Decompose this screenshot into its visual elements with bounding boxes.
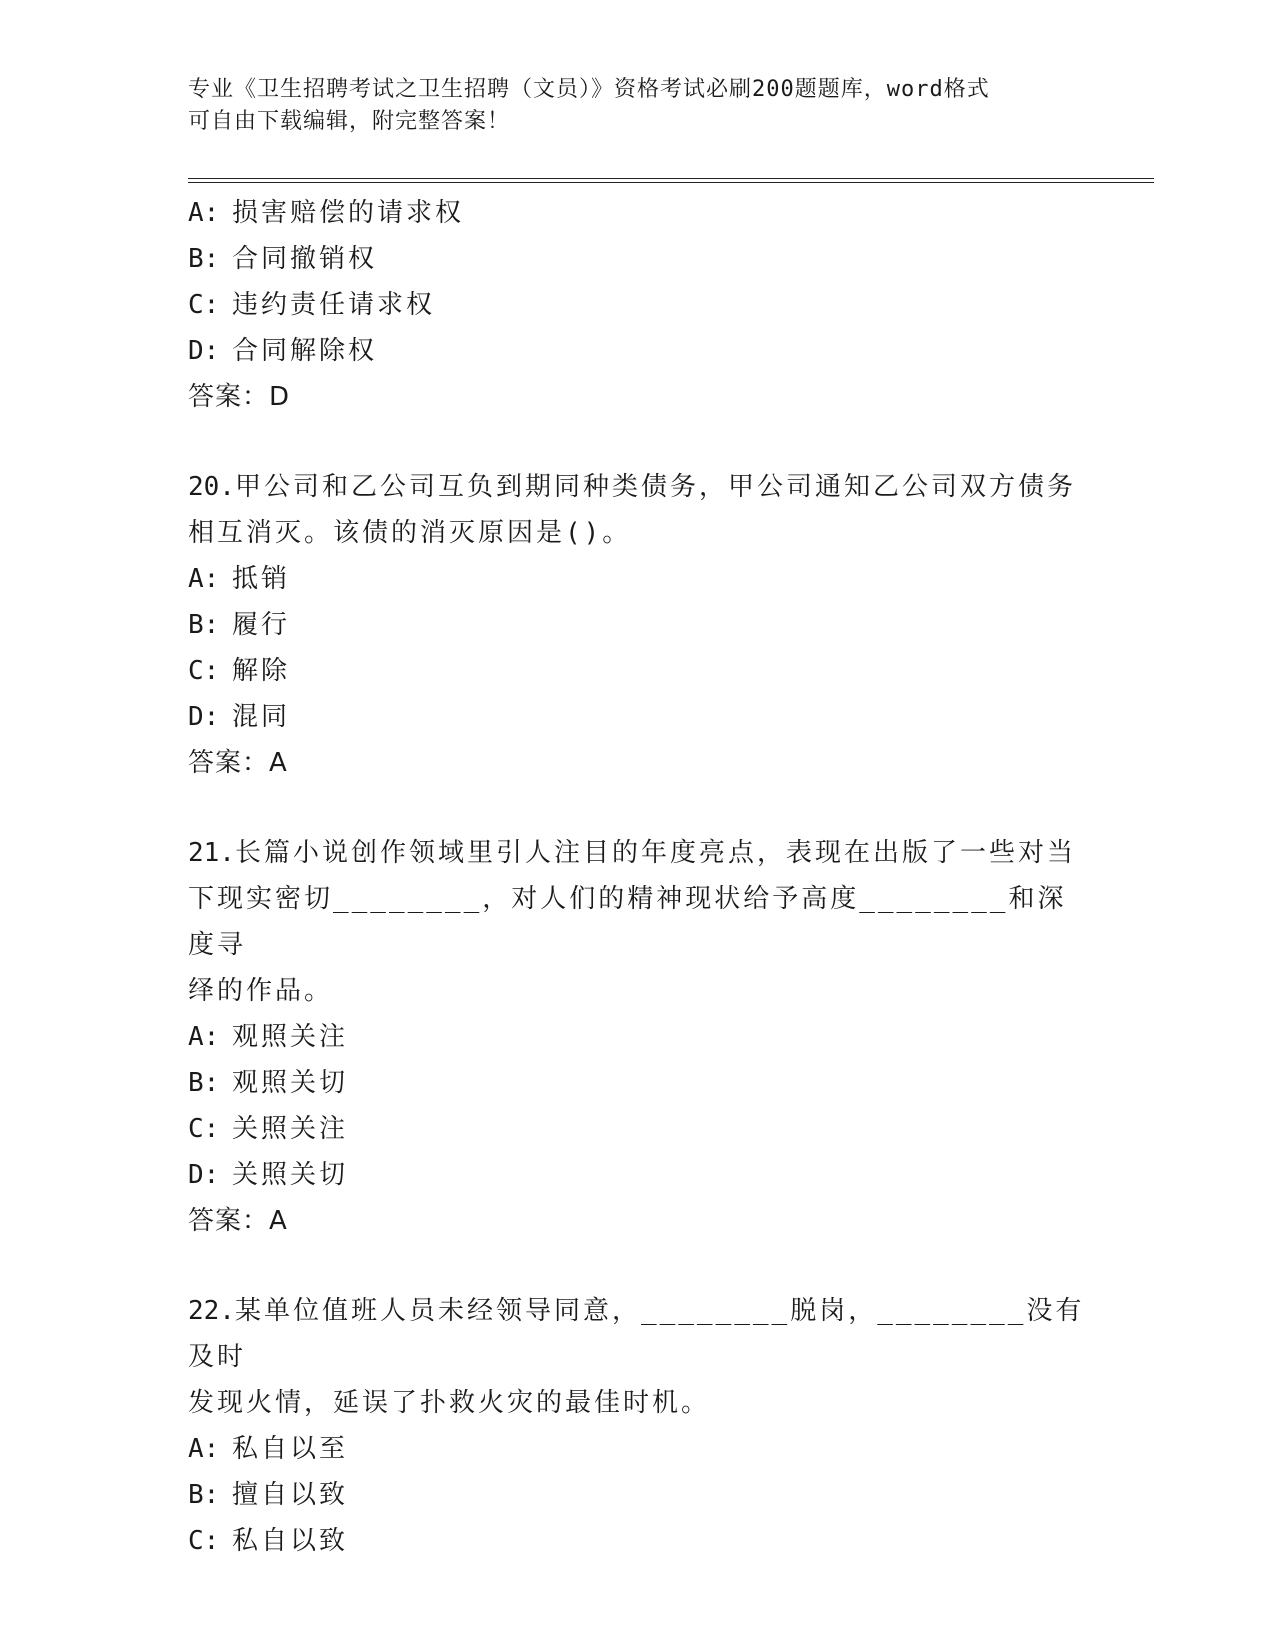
- option-letter: B:: [188, 610, 220, 640]
- question-stem-line: 发现火情，延误了扑救火灾的最佳时机。: [188, 1388, 711, 1418]
- option-letter: A:: [188, 198, 220, 228]
- option-text: 履行: [232, 610, 291, 640]
- question-stem-line: 21.长篇小说创作领域里引人注目的年度亮点，表现在出版了一些对当: [188, 838, 1076, 868]
- page-header: [188, 74, 1088, 138]
- option-d: [188, 694, 1088, 740]
- option-a: [188, 1426, 1088, 1472]
- option-text: 违约责任请求权: [232, 290, 436, 320]
- option-text: 私自以致: [232, 1526, 349, 1556]
- option-letter: A:: [188, 564, 220, 594]
- option-letter: C:: [188, 1114, 220, 1144]
- spacer: [188, 1244, 1088, 1288]
- option-text: 损害赔偿的请求权: [232, 198, 465, 228]
- option-letter: D:: [188, 1160, 220, 1190]
- option-c: [188, 282, 1088, 328]
- header-divider: [188, 178, 1154, 183]
- question-number: 21.: [188, 838, 235, 868]
- option-text: 合同解除权: [232, 336, 378, 366]
- option-text: 观照关注: [232, 1022, 349, 1052]
- option-letter: B:: [188, 1068, 220, 1098]
- answer-line: 答案：A: [188, 1206, 288, 1236]
- document-content: [188, 190, 1088, 1564]
- option-text: 擅自以致: [232, 1480, 349, 1510]
- question-stem-line: 绎的作品。: [188, 976, 334, 1006]
- option-d: [188, 328, 1088, 374]
- option-letter: B:: [188, 244, 220, 274]
- question-number: 20.: [188, 472, 235, 502]
- option-d: [188, 1152, 1088, 1198]
- question-stem-line: 下现实密切________，对人们的精神现状给予高度________和深度寻: [188, 884, 1067, 960]
- spacer: [188, 786, 1088, 830]
- option-text: 抵销: [232, 564, 291, 594]
- option-b: [188, 602, 1088, 648]
- header-title-line-2: 可自由下载编辑，附完整答案！: [188, 109, 511, 134]
- option-text: 关照关切: [232, 1160, 349, 1190]
- question-20: [188, 464, 1088, 786]
- question-stem: [188, 464, 1088, 556]
- option-text: 私自以至: [232, 1434, 349, 1464]
- option-letter: A:: [188, 1434, 220, 1464]
- option-c: [188, 1106, 1088, 1152]
- question-number: 22.: [188, 1296, 235, 1326]
- question-19-continued: [188, 190, 1088, 420]
- question-22: [188, 1288, 1088, 1564]
- option-letter: C:: [188, 656, 220, 686]
- question-stem: [188, 830, 1088, 1014]
- option-text: 合同撤销权: [232, 244, 378, 274]
- question-stem-line: 22.某单位值班人员未经领导同意，________脱岗，________没有及时: [188, 1296, 1085, 1372]
- question-stem-line: 20.甲公司和乙公司互负到期同种类债务，甲公司通知乙公司双方债务: [188, 472, 1076, 502]
- option-b: [188, 236, 1088, 282]
- option-a: [188, 190, 1088, 236]
- option-a: [188, 1014, 1088, 1060]
- option-letter: B:: [188, 1480, 220, 1510]
- option-text: 混同: [232, 702, 291, 732]
- question-21: [188, 830, 1088, 1244]
- option-text: 观照关切: [232, 1068, 349, 1098]
- option-c: [188, 1518, 1088, 1564]
- option-letter: C:: [188, 1526, 220, 1556]
- option-letter: C:: [188, 290, 220, 320]
- question-stem: [188, 1288, 1088, 1426]
- answer-line: 答案：A: [188, 748, 288, 778]
- answer-line: 答案：D: [188, 382, 291, 412]
- option-a: [188, 556, 1088, 602]
- option-b: [188, 1472, 1088, 1518]
- spacer: [188, 420, 1088, 464]
- option-text: 关照关注: [232, 1114, 349, 1144]
- option-letter: D:: [188, 336, 220, 366]
- header-title-line-1: 专业《卫生招聘考试之卫生招聘（文员）》资格考试必刷200题题库，word格式: [188, 77, 990, 102]
- option-letter: A:: [188, 1022, 220, 1052]
- option-c: [188, 648, 1088, 694]
- question-stem-line: 相互消灭。该债的消灭原因是()。: [188, 518, 632, 548]
- option-text: 解除: [232, 656, 291, 686]
- option-letter: D:: [188, 702, 220, 732]
- option-b: [188, 1060, 1088, 1106]
